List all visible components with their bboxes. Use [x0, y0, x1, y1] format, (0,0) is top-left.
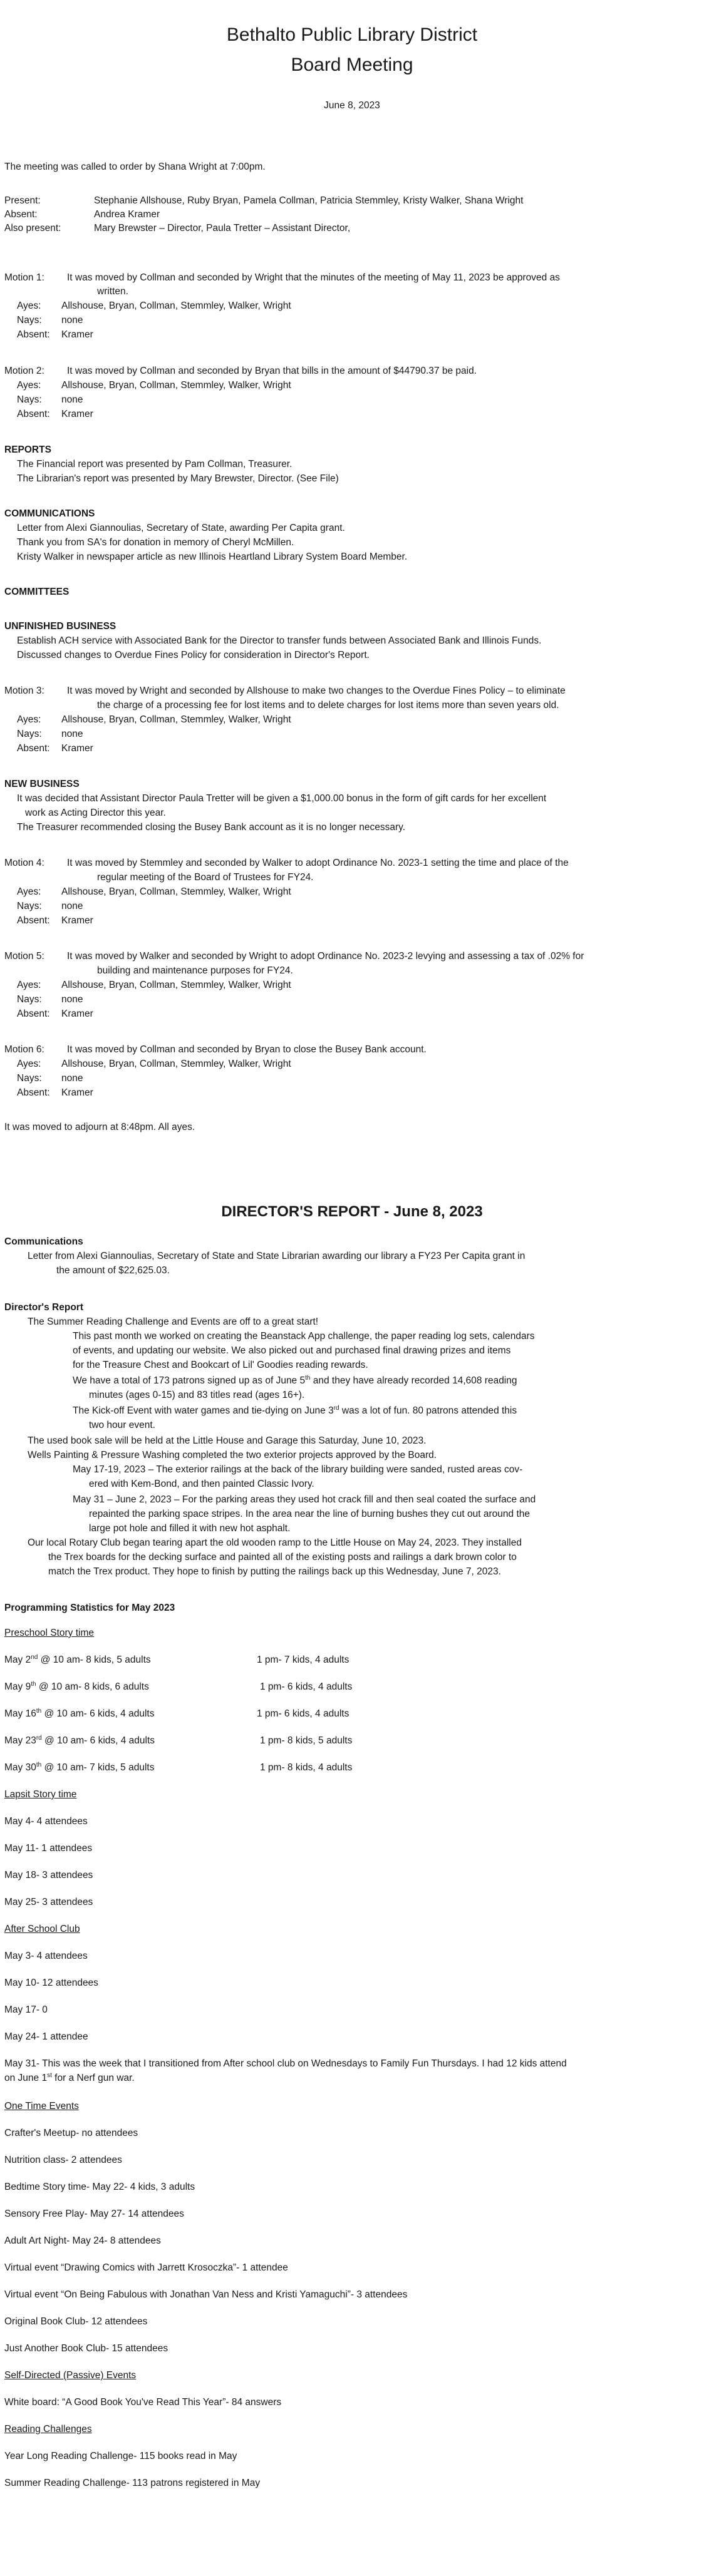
motion-6-ayes: Allshouse, Bryan, Collman, Stemmley, Walker, Wright — [61, 1059, 291, 1069]
afterschool-row: May 10- 12 attendees — [4, 1978, 98, 1988]
dr-wells-line: Wells Painting & Pressure Washing completed the two exterior projects approved by the Board. — [28, 1450, 437, 1460]
dr-communications-heading: Communications — [4, 1236, 83, 1247]
communications-line: Letter from Alexi Giannoulias, Secretary of State, awarding Per Capita grant. — [17, 523, 345, 533]
lapsit-row: May 18- 3 attendees — [4, 1870, 93, 1881]
communications-heading: COMMUNICATIONS — [4, 508, 95, 519]
motion-4-nays: none — [61, 901, 83, 911]
motion-4-text-cont: regular meeting of the Board of Trustees for FY24. — [97, 872, 314, 883]
vote-nays-label: Nays: — [17, 994, 42, 1005]
attendance-label-present: Present: — [4, 195, 41, 206]
new-business-line: work as Acting Director this year. — [25, 808, 166, 818]
vote-nays-label: Nays: — [17, 901, 42, 911]
afterschool-note: May 31- This was the week that I transitioned from After school club on Wednesdays to Family Fun Thursdays. I had 12 kids attend — [4, 2058, 567, 2069]
motion-5-ayes: Allshouse, Bryan, Collman, Stemmley, Walker, Wright — [61, 980, 291, 990]
passive-row: White board: “A Good Book You've Read This Year”- 84 answers — [4, 2397, 282, 2408]
onetime-heading: One Time Events — [4, 2101, 79, 2112]
communications-line: Thank you from SA's for donation in memory of Cheryl McMillen. — [17, 537, 294, 548]
passive-heading: Self-Directed (Passive) Events — [4, 2370, 137, 2381]
page-title: Board Meeting — [291, 54, 413, 75]
vote-absent-label: Absent: — [17, 1008, 50, 1019]
reports-line: The Financial report was presented by Pam Collman, Treasurer. — [17, 459, 292, 470]
dr-may31-line: repainted the parking space stripes. In the area near the line of burning bushes they cut out around the — [89, 1509, 530, 1519]
vote-absent-label: Absent: — [17, 329, 50, 340]
call-to-order: The meeting was called to order by Shana Wright at 7:00pm. — [4, 162, 266, 172]
new-business-heading: NEW BUSINESS — [4, 779, 80, 789]
reports-line: The Librarian's report was presented by Mary Brewster, Director. (See File) — [17, 473, 339, 484]
preschool-row-pm: 1 pm- 7 kids, 4 adults — [257, 1655, 349, 1665]
dr-kickoff-line: two hour event. — [89, 1420, 155, 1430]
preschool-row-am: May 23rd @ 10 am- 6 kids, 4 adults — [4, 1734, 155, 1746]
lapsit-heading: Lapsit Story time — [4, 1789, 77, 1800]
onetime-row: Sensory Free Play- May 27- 14 attendees — [4, 2209, 184, 2219]
preschool-row-pm: 1 pm- 6 kids, 4 adults — [257, 1708, 349, 1719]
preschool-row-am: May 16th @ 10 am- 6 kids, 4 adults — [4, 1707, 155, 1719]
onetime-row: Nutrition class- 2 attendees — [4, 2155, 122, 2165]
motion-5-text-cont: building and maintenance purposes for FY24. — [97, 965, 293, 976]
unfinished-line: Establish ACH service with Associated Bank for the Director to transfer funds between Associated Bank and Illinois Funds. — [17, 635, 542, 646]
motion-2-text: It was moved by Collman and seconded by Bryan that bills in the amount of $44790.37 be paid. — [67, 366, 477, 376]
communications-line: Kristy Walker in newspaper article as new Illinois Heartland Library System Board Member. — [17, 552, 408, 562]
motion-4-ayes: Allshouse, Bryan, Collman, Stemmley, Walker, Wright — [61, 886, 291, 897]
motion-1-ayes: Allshouse, Bryan, Collman, Stemmley, Walker, Wright — [61, 300, 291, 311]
motion-4-absent: Kramer — [61, 915, 93, 926]
lapsit-row: May 25- 3 attendees — [4, 1897, 93, 1907]
adjourn-line: It was moved to adjourn at 8:48pm. All ayes. — [4, 1122, 195, 1132]
vote-ayes-label: Ayes: — [17, 380, 41, 391]
dr-may31-line: large pot hole and filled it with new hot asphalt. — [89, 1523, 291, 1534]
attendance-also: Mary Brewster – Director, Paula Tretter – Assistant Director, — [94, 223, 351, 233]
preschool-row-pm: 1 pm- 8 kids, 4 adults — [260, 1762, 353, 1773]
motion-6-nays: none — [61, 1073, 83, 1084]
motion-2-nays: none — [61, 394, 83, 405]
motion-1-absent: Kramer — [61, 329, 93, 340]
unfinished-heading: UNFINISHED BUSINESS — [4, 621, 116, 632]
vote-absent-label: Absent: — [17, 743, 50, 754]
dr-may17-line: May 17-19, 2023 – The exterior railings at the back of the library building were sanded, rusted areas cov- — [73, 1464, 523, 1475]
motion-1-text-cont: written. — [97, 286, 128, 297]
dr-rotary-line: Our local Rotary Club began tearing apart the old wooden ramp to the Little House on May 24, 2023. They installed — [28, 1537, 522, 1548]
vote-nays-label: Nays: — [17, 1073, 42, 1084]
org-name: Bethalto Public Library District — [226, 24, 478, 45]
afterschool-row: May 17- 0 — [4, 2004, 48, 2015]
vote-absent-label: Absent: — [17, 409, 50, 419]
preschool-row-am: May 2nd @ 10 am- 8 kids, 5 adults — [4, 1653, 151, 1665]
motion-5-text: It was moved by Walker and seconded by Wright to adopt Ordinance No. 2023-2 levying and assessing a tax of .02% for — [67, 951, 584, 962]
dr-may31-line: May 31 – June 2, 2023 – For the parking areas they used hot crack fill and then seal coated the surface and — [73, 1494, 536, 1505]
dr-summer-line: The Summer Reading Challenge and Events are off to a great start! — [28, 1316, 319, 1327]
dr-patrons-line: minutes (ages 0-15) and 83 titles read (ages 16+). — [89, 1390, 305, 1400]
dr-rotary-line: the Trex boards for the decking surface and painted all of the existing posts and railings a dark brown color to — [48, 1552, 517, 1563]
motion-3-ayes: Allshouse, Bryan, Collman, Stemmley, Walker, Wright — [61, 714, 291, 725]
lapsit-row: May 11- 1 attendees — [4, 1843, 93, 1854]
motion-3-absent: Kramer — [61, 743, 93, 754]
motion-5-absent: Kramer — [61, 1008, 93, 1019]
dr-beanstack-line: of events, and updating our website. We also picked out and purchased final drawing prizes and items — [73, 1345, 511, 1356]
preschool-heading: Preschool Story time — [4, 1628, 94, 1638]
vote-absent-label: Absent: — [17, 1087, 50, 1098]
dr-report-heading: Director's Report — [4, 1302, 83, 1313]
motion-1-nays: none — [61, 315, 83, 326]
vote-nays-label: Nays: — [17, 729, 42, 739]
dr-patrons-line: We have a total of 173 patrons signed up as of June 5th and they have already recorded 14,608 reading — [73, 1374, 517, 1386]
motion-3-nays: none — [61, 729, 83, 739]
afterschool-heading: After School Club — [4, 1924, 80, 1934]
motion-1-text: It was moved by Collman and seconded by Wright that the minutes of the meeting of May 11, 2023 be approved as — [67, 272, 560, 283]
vote-ayes-label: Ayes: — [17, 980, 41, 990]
reading-row: Year Long Reading Challenge- 115 books read in May — [4, 2451, 237, 2461]
dr-communications-line: the amount of $22,625.03. — [56, 1265, 170, 1276]
vote-ayes-label: Ayes: — [17, 1059, 41, 1069]
lapsit-row: May 4- 4 attendees — [4, 1816, 88, 1827]
new-business-line: The Treasurer recommended closing the Busey Bank account as it is no longer necessary. — [17, 822, 406, 833]
motion-5-label: Motion 5: — [4, 951, 44, 962]
dr-rotary-line: match the Trex product. They hope to finish by putting the railings back up this Wednesday, June 7, 2023. — [48, 1566, 501, 1577]
dr-communications-line: Letter from Alexi Giannoulias, Secretary of State and State Librarian awarding our library a FY23 Per Capita grant in — [28, 1251, 525, 1261]
dr-beanstack-line: for the Treasure Chest and Bookcart of Lil' Goodies reading rewards. — [73, 1360, 368, 1370]
motion-4-text: It was moved by Stemmley and seconded by Walker to adopt Ordinance No. 2023-1 setting the time and place of the — [67, 858, 569, 868]
onetime-row: Virtual event “Drawing Comics with Jarrett Krosoczka”- 1 attendee — [4, 2262, 288, 2273]
new-business-line: It was decided that Assistant Director Paula Tretter will be given a $1,000.00 bonus in the form of gift cards for her excellent — [17, 793, 547, 804]
onetime-row: Adult Art Night- May 24- 8 attendees — [4, 2235, 161, 2246]
preschool-row-pm: 1 pm- 6 kids, 4 adults — [260, 1681, 353, 1692]
stats-heading: Programming Statistics for May 2023 — [4, 1603, 175, 1613]
vote-ayes-label: Ayes: — [17, 714, 41, 725]
onetime-row: Original Book Club- 12 attendees — [4, 2316, 148, 2327]
attendance-absent: Andrea Kramer — [94, 209, 160, 220]
preschool-row-pm: 1 pm- 8 kids, 5 adults — [260, 1735, 353, 1746]
dr-booksale-line: The used book sale will be held at the Little House and Garage this Saturday, June 10, 2023. — [28, 1435, 427, 1446]
motion-6-absent: Kramer — [61, 1087, 93, 1098]
reports-heading: REPORTS — [4, 444, 51, 455]
motion-2-ayes: Allshouse, Bryan, Collman, Stemmley, Walker, Wright — [61, 380, 291, 391]
vote-ayes-label: Ayes: — [17, 300, 41, 311]
motion-3-label: Motion 3: — [4, 685, 44, 696]
afterschool-row: May 24- 1 attendee — [4, 2031, 88, 2042]
afterschool-row: May 3- 4 attendees — [4, 1951, 88, 1961]
dr-may17-line: ered with Kem-Bond, and then painted Classic Ivory. — [89, 1479, 314, 1489]
vote-ayes-label: Ayes: — [17, 886, 41, 897]
motion-3-text: It was moved by Wright and seconded by Allshouse to make two changes to the Overdue Fines Policy – to eliminate — [67, 685, 566, 696]
vote-absent-label: Absent: — [17, 915, 50, 926]
motion-2-label: Motion 2: — [4, 366, 44, 376]
motion-6-text: It was moved by Collman and seconded by Bryan to close the Busey Bank account. — [67, 1044, 427, 1055]
dr-kickoff-line: The Kick-off Event with water games and tie-dying on June 3rd was a lot of fun. 80 patrons attended this — [73, 1404, 517, 1416]
attendance-label-also: Also present: — [4, 223, 61, 233]
preschool-row-am: May 30th @ 10 am- 7 kids, 5 adults — [4, 1761, 155, 1773]
motion-4-label: Motion 4: — [4, 858, 44, 868]
attendance-present: Stephanie Allshouse, Ruby Bryan, Pamela Collman, Patricia Stemmley, Kristy Walker, Shana Wright — [94, 195, 524, 206]
vote-nays-label: Nays: — [17, 315, 42, 326]
motion-5-nays: none — [61, 994, 83, 1005]
reading-row: Summer Reading Challenge- 113 patrons registered in May — [4, 2478, 261, 2488]
dr-beanstack-line: This past month we worked on creating the Beanstack App challenge, the paper reading log sets, calendars — [73, 1331, 535, 1342]
motion-6-label: Motion 6: — [4, 1044, 44, 1055]
meeting-date: June 8, 2023 — [324, 100, 380, 111]
preschool-row-am: May 9th @ 10 am- 8 kids, 6 adults — [4, 1680, 149, 1692]
onetime-row: Virtual event “On Being Fabulous with Jonathan Van Ness and Kristi Yamaguchi”- 3 attendees — [4, 2289, 408, 2300]
vote-nays-label: Nays: — [17, 394, 42, 405]
onetime-row: Bedtime Story time- May 22- 4 kids, 3 adults — [4, 2182, 195, 2192]
attendance-label-absent: Absent: — [4, 209, 38, 220]
motion-1-label: Motion 1: — [4, 272, 44, 283]
motion-3-text-cont: the charge of a processing fee for lost items and to delete charges for lost items more than seven years old. — [97, 700, 559, 711]
onetime-row: Crafter's Meetup- no attendees — [4, 2128, 138, 2138]
committees-heading: COMMITTEES — [4, 587, 70, 597]
reading-heading: Reading Challenges — [4, 2424, 92, 2435]
unfinished-line: Discussed changes to Overdue Fines Policy for consideration in Director's Report. — [17, 650, 370, 660]
afterschool-note: on June 1st for a Nerf gun war. — [4, 2071, 135, 2083]
directors-report-title: DIRECTOR'S REPORT - June 8, 2023 — [221, 1203, 483, 1220]
motion-2-absent: Kramer — [61, 409, 93, 419]
onetime-row: Just Another Book Club- 15 attendees — [4, 2343, 168, 2354]
